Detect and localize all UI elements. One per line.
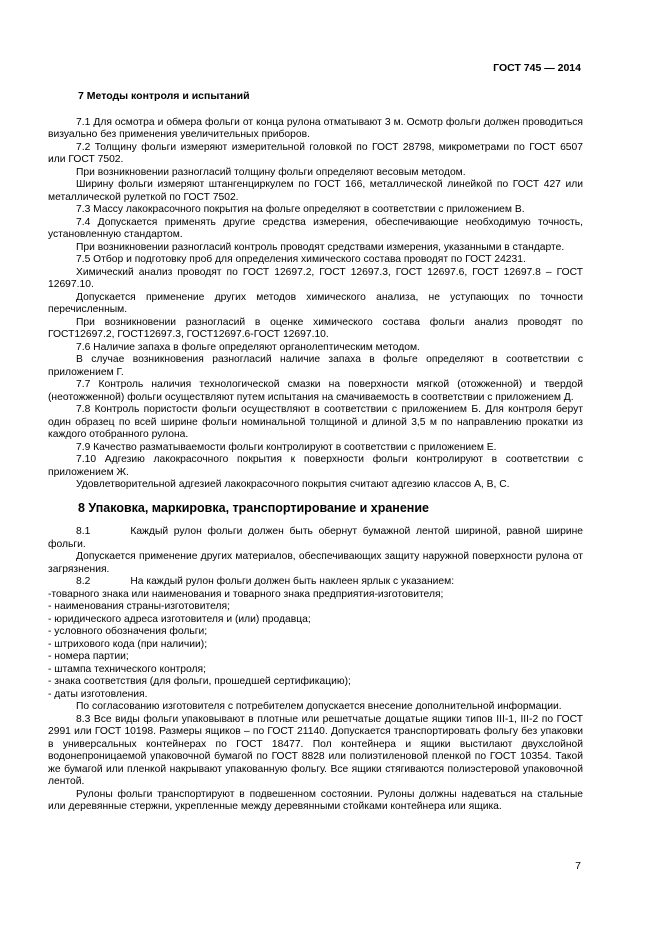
- paragraph: 7.8 Контроль пористости фольги осуществляют в соответствии с приложением Б. Для контроля берут один образец по всей ширине фольги номинальной толщиной и длиной 3,5 м по направлению прокатки из каждого отобранного рулона.: [48, 404, 583, 440]
- paragraph: 7.4 Допускается применять другие средства измерения, обеспечивающие необходимую точность, установленную стандартом.: [48, 216, 583, 240]
- paragraph-8-2: [48, 576, 583, 589]
- paragraph: По согласованию изготовителя с потребителем допускается внесение дополнительной информации.: [76, 701, 562, 712]
- paragraph-text: Каждый рулон фольги должен быть обернут бумажной лентой шириной, равной ширине фольги.: [48, 526, 583, 550]
- document-code: ГОСТ 745 — 2014: [493, 62, 581, 74]
- page-number: 7: [575, 860, 581, 872]
- paragraph-text: На каждый рулон фольги должен быть наклеен ярлык с указанием:: [130, 576, 455, 587]
- list-item: - юридического адреса изготовителя и (или) продавца;: [48, 613, 311, 625]
- paragraph: 8.3 Все виды фольги упаковывают в плотные или решетчатые дощатые ящики типов III-1, III-2 по ГОСТ 2991 или ГОСТ 10198. Размеры ящиков – по ГОСТ 21140. Допускается транспортировать фольгу без упаковки в универсальных контейнерах по ГОСТ 18477. Пол контейнера и ящики выстилают двухслойной водонепроницаемой упаковочной бумагой по ГОСТ 8828 или полиэтиленовой пленкой по ГОСТ 10354. Такой же бумагой или пленкой накрывают упакованную фольгу. Все ящики стягиваются полиэстеровой упаковочной лентой.: [48, 713, 583, 787]
- list-item: - штампа технического контроля;: [48, 663, 206, 675]
- paragraph: 7.5 Отбор и подготовку проб для определения химического состава проводят по ГОСТ 24231.: [76, 254, 526, 265]
- list-item: - условного обозначения фольги;: [48, 626, 208, 637]
- paragraph: В случае возникновения разногласий наличие запаха в фольге определяют в соответствии с приложением Г.: [48, 354, 583, 378]
- list-item: -товарного знака или наименования и товарного знака предприятия-изготовителя;: [48, 588, 444, 600]
- list-item: - наименования страны-изготовителя;: [48, 601, 230, 612]
- paragraph: Удовлетворительной адгезией лакокрасочного покрытия считают адгезию классов А, В, С.: [76, 479, 510, 490]
- paragraph-text: Толщину фольги измеряют измерительной головкой по ГОСТ 28798, микрометрами по ГОСТ 6507 или ГОСТ 7502.: [48, 141, 583, 165]
- paragraph-8-1: [48, 526, 583, 551]
- clause-number: 7.2: [76, 141, 91, 153]
- paragraph: 7.7 Контроль наличия технологической смазки на поверхности мягкой (отожженной) и твердой (неотожженной) фольги осуществляют путем испытания на смачиваемость в соответствии с приложением Д.: [48, 379, 583, 403]
- section-8-heading: 8 Упаковка, маркировка, транспортирование и хранение: [78, 500, 429, 515]
- paragraph: Допускается применение других методов химического анализа, не уступающих по точности перечисленным.: [48, 291, 583, 315]
- list-item: - номера партии;: [48, 651, 129, 662]
- paragraph: При возникновении разногласий контроль проводят средствами измерения, указанными в стандарте.: [76, 241, 565, 253]
- paragraph: 7.3 Массу лакокрасочного покрытия на фольге определяют в соответствии с приложением В.: [76, 204, 525, 215]
- paragraph: Допускается применение других материалов, обеспечивающих защиту наружной поверхности рулона от загрязнения.: [48, 551, 583, 575]
- list-item: - штрихового кода (при наличии);: [48, 638, 208, 650]
- paragraph: Ширину фольги измеряют штангенциркулем по ГОСТ 166, металлической линейкой по ГОСТ 427 или металлической рулеткой по ГОСТ 7502.: [48, 179, 583, 203]
- document-body: [48, 90, 583, 814]
- paragraph: 7.6 Наличие запаха в фольге определяют органолептическим методом.: [76, 341, 420, 353]
- clause-number: 8.2: [76, 576, 91, 587]
- paragraph: 7.1 Для осмотра и обмера фольги от конца рулона отматывают 3 м. Осмотр фольги должен проводиться визуально без применения увеличительных приборов.: [48, 116, 583, 140]
- section-7-heading: 7 Методы контроля и испытаний: [78, 90, 250, 102]
- paragraph: 7.9 Качество разматываемости фольги контролируют в соответствии с приложением Е.: [76, 441, 497, 453]
- paragraph: Химический анализ проводят по ГОСТ 12697.2, ГОСТ 12697.3, ГОСТ 12697.6, ГОСТ 12697.8 – ГОСТ 12697.10.: [48, 266, 583, 290]
- paragraph: При возникновении разногласий толщину фольги определяют весовым методом.: [76, 166, 466, 178]
- paragraph-7-2: [48, 142, 583, 167]
- paragraph: При возникновении разногласий в оценке химического состава фольги анализ проводят по ГОСТ12697.2, ГОСТ12697.3, ГОСТ12697.6-ГОСТ 12697.10.: [48, 316, 583, 340]
- paragraph: Рулоны фольги транспортируют в подвешенном состоянии. Рулоны должны надеваться на стальные или деревянные стержни, укрепленные между деревянными стойками контейнера или ящика.: [48, 788, 583, 812]
- paragraph: 7.10 Адгезию лакокрасочного покрытия к поверхности фольги контролируют в соответствии с приложением Ж.: [48, 454, 583, 478]
- list-item: - знака соответствия (для фольги, прошедшей сертификацию);: [48, 676, 351, 687]
- clause-number: 8.1: [76, 526, 91, 537]
- list-item: - даты изготовления.: [48, 688, 148, 700]
